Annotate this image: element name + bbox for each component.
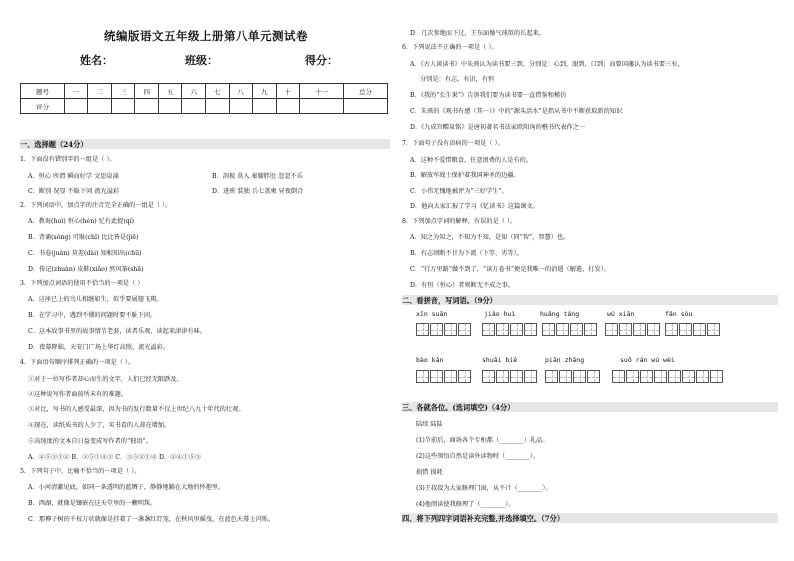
word-pair-2: 损惜 损耗: [416, 469, 443, 476]
q5-option-d: D．几次参地而下过，王东面像气球似的长起来。: [410, 30, 545, 37]
score-input-cell[interactable]: [229, 99, 253, 114]
q7-option-a: A．这种不爱惜粮食，任意浪费的人是有的。: [410, 157, 533, 164]
score-cell: 一: [64, 84, 88, 99]
q1-option-b: B．剖视 莫入 秦膝胖肚 忽忽不乐: [212, 173, 303, 180]
section-2-title: 二、看拼音，写词语。（9分）: [402, 296, 497, 305]
pinyin-label: fǎn sòu: [665, 310, 693, 318]
q4-sentence-4: ④现在，读纸质书的人少了，买书看的人却在增加。: [28, 422, 171, 429]
score-cell: 十: [276, 84, 300, 99]
q1-option-a: A．恒心 所谓 瞬而好学 文思泉涌: [28, 173, 119, 180]
score-table-score-row: [21, 99, 388, 114]
q7-option-d: D．他向大家汇报了学习《忆读书》这篇课文。: [410, 203, 539, 210]
q7-option-b: B．解放军战士保护着我国神圣的边疆。: [410, 172, 520, 179]
q8-option-d: D．有恒（恒心）者则断无不成之事。: [410, 282, 514, 289]
score-input-cell[interactable]: [182, 99, 206, 114]
score-cell: 三: [111, 84, 135, 99]
q3-stem: 3．下列加点词语的使用不恰当的一项是（ ）: [20, 280, 144, 287]
score-input-cell[interactable]: [158, 99, 182, 114]
score-input-cell[interactable]: [343, 99, 387, 114]
q3-option-d: D．夜幕降临，天安门广场上华灯高照，流光溢彩。: [28, 344, 170, 351]
q1-option-d: D．进班 装独 兵七盖柬 昼夜倒合: [212, 188, 304, 195]
writing-grid[interactable]: [416, 370, 472, 383]
q6-option-a: A．《古人谈读书》中朱熹认为读书要三到，分别是：心到，眼到，口到；而曾国藩认为读书要三有，: [410, 61, 684, 68]
q4-sentence-5: ⑤高纯度的文本自日益变成写作者的“独语”。: [28, 438, 152, 445]
q5-stem: 5．下列句子中，比喻不恰当的一项是（ ）。: [20, 468, 141, 475]
writing-grid[interactable]: [542, 323, 598, 336]
score-input-cell[interactable]: [135, 99, 159, 114]
score-cell: 六: [182, 84, 206, 99]
pinyin-label: huǎng táng: [540, 310, 580, 318]
q2-option-c: C．书卷(juàn) 莫差(dài) 知相知出(chū): [28, 250, 142, 257]
score-input-cell[interactable]: [206, 99, 230, 114]
q4-options: A．④⑤③①② B．②⑤①④③ C．③⑤②①④ D．②④①⑤③: [28, 454, 202, 461]
q4-sentence-1: ①对于一位写作者却心而生的文字，人们已经无限跌及。: [28, 376, 183, 383]
q4-stem: 4．下面语句顺序排列正确的一项是（ ）。: [20, 359, 135, 366]
score-cell: 二: [88, 84, 112, 99]
score-input-cell[interactable]: [276, 99, 300, 114]
name-label: 姓名：: [80, 54, 113, 67]
section-4-title: 四、将下列四字词语补充完整,并选择填空。（7分）: [402, 514, 565, 523]
page-title: 统编版语文五年级上册第八单元测试卷: [104, 29, 308, 43]
pinyin-label: wú xiān: [607, 310, 635, 318]
score-input-cell[interactable]: [300, 99, 344, 114]
q5-option-c: C．那柳子树的千枝万状就像是挂着了一盏盏红灯笼，在秋风里摇曳，在蓝色天幕上闪烁。: [28, 516, 275, 523]
q4-sentence-2: ②这种说写作者面前所未有的难题。: [28, 391, 127, 398]
pinyin-label: bào kān: [416, 356, 444, 364]
q8-option-a: A．知之为知之，不知为不知，是知（同“智”，智慧）也。: [410, 234, 570, 241]
score-cell: 九: [253, 84, 277, 99]
score-cell: 总分: [343, 84, 387, 99]
q8-stem: 8．下列加点字词的解释，有误的是（ ）。: [402, 218, 517, 225]
score-cell: 四: [135, 84, 159, 99]
writing-grid[interactable]: [482, 370, 538, 383]
q5-option-b: B．西湖，就像是镶嵌在这天堂里的一颗明珠。: [28, 500, 157, 507]
writing-grid[interactable]: [612, 370, 724, 383]
score-cell: 题号: [21, 84, 65, 99]
q8-option-c: C．“行万里路”做不到了，“读万卷书”便是我唯一的消遣（解遣，打发）。: [410, 266, 610, 273]
score-label: 得分：: [305, 54, 338, 67]
q6-option-a-cont: 分别是：有志，有识，有恒: [420, 76, 495, 83]
fill-sentence-1: (1)节前后，商场各个专柜都（________）礼品。: [416, 437, 549, 444]
fill-sentence-2: (2)这些领悟自然是读外读物时（________）。: [416, 453, 540, 460]
section-1-title: 一、选择题（24分）: [20, 140, 88, 149]
score-cell: 八: [229, 84, 253, 99]
q3-option-a: A．这座已上的鸟儿相继如生，似乎要展翅飞翔。: [28, 296, 163, 303]
q1-stem: 1．下面没有错别字的一组是（ ）。: [20, 156, 116, 163]
writing-grid[interactable]: [416, 323, 472, 336]
q2-option-d: D．传记(zhuàn) 皮鞋(xiǎo) 然风筝(shā): [28, 266, 144, 273]
q3-option-b: B．在学习中，遇到不懂的问题时要不耻下问。: [28, 312, 157, 319]
q1-option-c: C．断别 况显 不耻下问 流光溢彩: [28, 188, 120, 195]
score-cell: 五: [158, 84, 182, 99]
score-input-cell[interactable]: [111, 99, 135, 114]
pinyin-label: suō rán wú wèi: [620, 356, 675, 364]
fill-sentence-4: (4)他阅读使我修理了（________）。: [416, 501, 515, 508]
q6-option-b: B．《我的“长生果”》告诉我们要为读书要一直借鉴和模仿: [410, 92, 567, 99]
q8-option-b: B．有志则断不甘为下流（下等、劣等）。: [410, 250, 523, 257]
q7-option-c: C．小伟无愧地被评为“三好学生”。: [410, 188, 508, 195]
writing-grid[interactable]: [482, 323, 538, 336]
class-label: 班级：: [185, 54, 218, 67]
pinyin-label: piān zhāng: [545, 356, 585, 364]
section-3-title: 三、各就各位。(选词填空)（4分）: [402, 403, 515, 412]
q6-option-c: C．朱熹的《观书有感（其一）》中的“源头活水”是指从书中不断获取新的知识: [410, 108, 623, 115]
score-cell: 十一: [300, 84, 344, 99]
score-cell: 七: [206, 84, 230, 99]
writing-grid[interactable]: [665, 323, 721, 336]
fill-sentence-3: (3)王叔叔为大家修理门窗，从不计（________）。: [416, 485, 552, 492]
score-input-cell[interactable]: [253, 99, 277, 114]
writing-grid[interactable]: [605, 323, 661, 336]
q6-stem: 6．下列说法不正确的一项是（ ）。: [402, 44, 498, 51]
q6-option-d: D．《九成宫醴泉铭》是唐初著名书法家欧阳询的楷书代表作之一: [410, 124, 586, 131]
q4-sentence-3: ③对比，写书的人感受最深，因为书的发行数量不仅上世纪八九十年代的壮观。: [28, 406, 245, 413]
score-input-cell[interactable]: [88, 99, 112, 114]
q7-stem: 7．下面句子没有语病的一项是（ ）。: [402, 140, 504, 147]
score-table: [20, 83, 388, 114]
q2-option-b: B．背诵(sòng) 可耻(chǐ) 比比皆是(jiē): [28, 234, 139, 241]
score-input-cell[interactable]: [64, 99, 88, 114]
q2-option-a: A．教诲(huì) 恒心(hén) 忆有此捉(qí): [28, 218, 135, 225]
word-pair-1: 陆续 陆陆: [416, 421, 443, 428]
pinyin-label: xīn suān: [416, 310, 448, 318]
score-table-header-row: [21, 84, 388, 99]
pinyin-label: shuǎi biě: [482, 356, 518, 364]
q3-option-c: C．这本故事书里的故事情节老套，读者乐观，读起来津津有味。: [28, 328, 206, 335]
pinyin-label: jiào huì: [484, 310, 516, 318]
q5-option-a: A．小河清激见底，如同一条透明的蓝绸子，静静地躺在大地的怀抱里。: [28, 484, 225, 491]
q2-stem: 2．下列词语中，加点字的注音完全正确的一组是（ ）。: [20, 202, 172, 209]
writing-grid[interactable]: [545, 370, 601, 383]
score-cell: 评分: [21, 99, 65, 114]
